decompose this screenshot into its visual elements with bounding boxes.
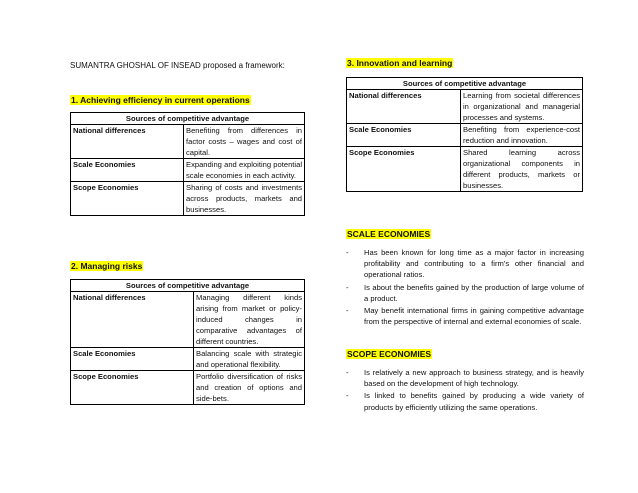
bullet-text: Is relatively a new approach to business strategy, and is heavily based on the development of high technology. <box>364 368 584 389</box>
dash-bullet-icon: - <box>346 368 349 377</box>
row-label: Scope Economies <box>71 182 184 216</box>
row-label: National differences <box>71 125 184 159</box>
table-row <box>347 147 583 192</box>
row-label: Scope Economies <box>347 147 461 192</box>
row-text: Shared learning across organizational components in different products, markets or businesses. <box>461 147 583 192</box>
table-row <box>71 348 305 371</box>
table-row <box>71 182 305 216</box>
bullet-text: Has been known for long time as a major factor in increasing profitability and contributing to a firm’s other financial and operational ratios. <box>364 248 584 280</box>
heading-scope-economies: SCOPE ECONOMIES <box>347 349 432 359</box>
scale-economies-list <box>346 247 584 328</box>
list-item <box>346 305 584 327</box>
heading-innovation: 3. Innovation and learning <box>347 58 453 68</box>
row-label: Scale Economies <box>347 124 461 147</box>
table-row <box>71 371 305 405</box>
list-item <box>346 390 584 412</box>
list-item <box>346 367 584 389</box>
dash-bullet-icon: - <box>346 306 349 316</box>
heading-risks: 2. Managing risks <box>71 261 143 271</box>
row-label: Scope Economies <box>71 371 194 405</box>
row-label: National differences <box>71 292 194 348</box>
table-row <box>347 124 583 147</box>
intro-text: SUMANTRA GHOSHAL OF INSEAD proposed a framework: <box>70 61 285 70</box>
table-efficiency <box>70 112 305 216</box>
row-text: Expanding and exploiting potential scale economies in each activity. <box>184 159 305 182</box>
bullet-text: Is about the benefits gained by the production of large volume of a product. <box>364 282 584 303</box>
table-row <box>347 90 583 124</box>
row-text: Managing different kinds arising from market or policy-induced changes in comparative advantages of different countries. <box>194 292 305 348</box>
table-innovation <box>346 77 583 192</box>
row-text: Sharing of costs and investments across products, markets and businesses. <box>184 182 305 216</box>
table-header: Sources of competitive advantage <box>71 280 305 292</box>
dash-bullet-icon: - <box>346 391 349 401</box>
row-text: Learning from societal differences in organizational and managerial processes and systems. <box>461 90 583 124</box>
table-row <box>71 292 305 348</box>
row-label: National differences <box>347 90 461 124</box>
row-text: Benefiting from experience-cost reduction and innovation. <box>461 124 583 147</box>
row-text: Benefiting from differences in factor costs – wages and cost of capital. <box>184 125 305 159</box>
list-item <box>346 247 584 281</box>
table-row <box>71 159 305 182</box>
table-row <box>71 125 305 159</box>
scope-economies-list <box>346 367 584 414</box>
row-text: Balancing scale with strategic and operational flexibility. <box>194 348 305 371</box>
bullet-text: May benefit international firms in gaining competitive advantage from the perspective of internal and external economies of scale. <box>364 306 584 327</box>
row-text: Portfolio diversification of risks and creation of options and side-bets. <box>194 371 305 405</box>
heading-scale-economies: SCALE ECONOMIES <box>347 229 431 239</box>
list-item <box>346 282 584 304</box>
dash-bullet-icon: - <box>346 248 349 257</box>
row-label: Scale Economies <box>71 348 194 371</box>
row-label: Scale Economies <box>71 159 184 182</box>
table-header: Sources of competitive advantage <box>347 78 583 90</box>
table-header: Sources of competitive advantage <box>71 113 305 125</box>
bullet-text: Is linked to benefits gained by producing a wide variety of products by efficiently utilizing the same operations. <box>364 391 584 412</box>
table-risks <box>70 279 305 405</box>
dash-bullet-icon: - <box>346 282 349 292</box>
heading-efficiency: 1. Achieving efficiency in current operations <box>71 95 250 105</box>
